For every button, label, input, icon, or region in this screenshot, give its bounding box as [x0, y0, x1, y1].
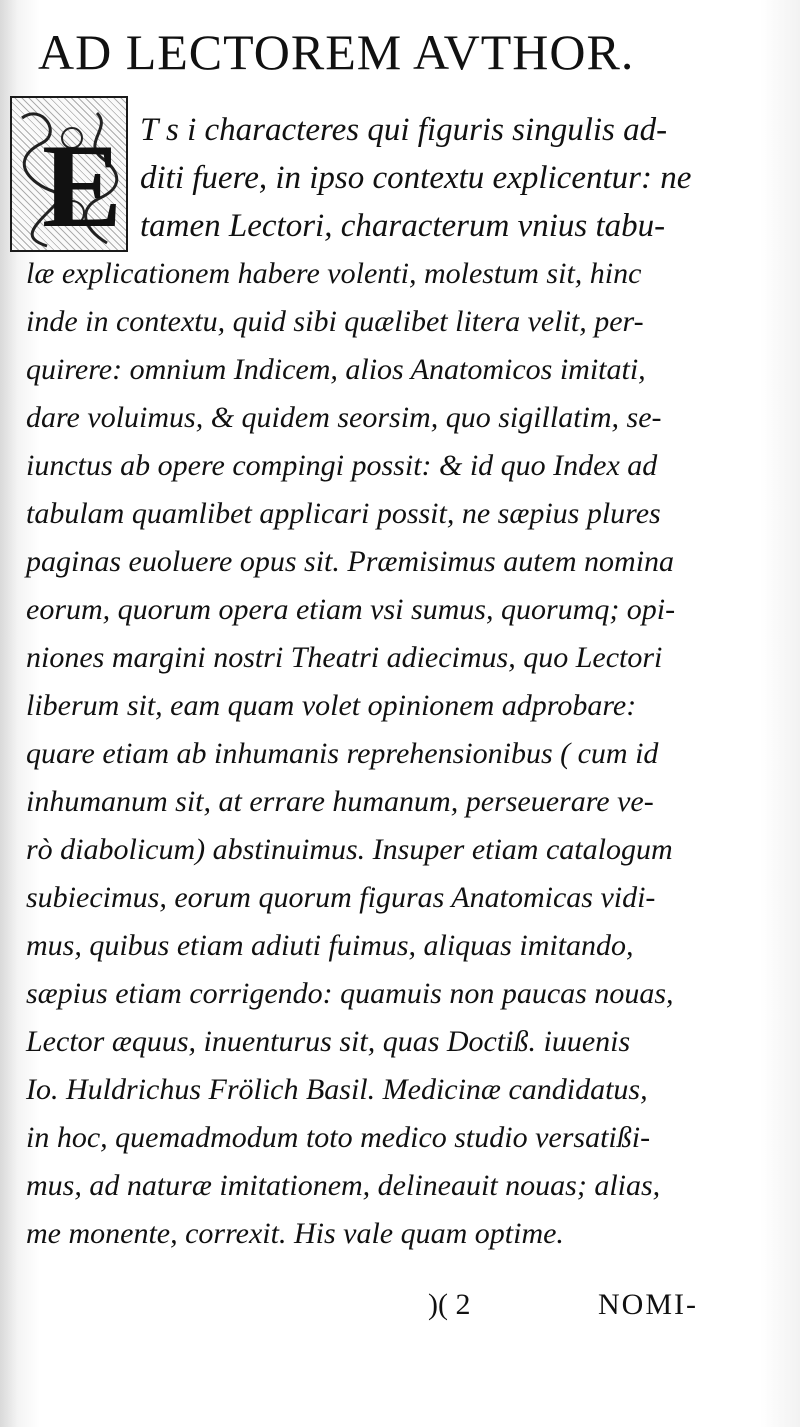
- text-line: subiecimus, eorum quorum figuras Anatomicas vidi-: [26, 881, 656, 914]
- catchword: NOMI-: [598, 1288, 698, 1321]
- text-line: T s i characteres qui figuris singulis ad-: [140, 112, 668, 148]
- text-line: dare voluimus, & quidem seorsim, quo sigillatim, se-: [26, 401, 662, 434]
- text-line: inde in contextu, quid sibi quælibet litera velit, per-: [26, 305, 644, 338]
- ornament-icon: [12, 98, 128, 252]
- text-line: læ explicationem habere volenti, molestum sit, hinc: [26, 257, 642, 290]
- text-line: me monente, correxit. His vale quam optime.: [26, 1217, 564, 1250]
- text-line: mus, ad naturæ imitationem, delineauit nouas; alias,: [26, 1169, 661, 1202]
- text-line: diti fuere, in ipso contextu explicentur: ne: [140, 160, 692, 196]
- text-line: Lector æquus, inuenturus sit, quas Doctiß. iuuenis: [26, 1025, 631, 1058]
- text-line: Io. Huldrichus Frölich Basil. Medicinæ candidatus,: [26, 1073, 648, 1106]
- text-line: tabulam quamlibet applicari possit, ne sæpius plures: [26, 497, 661, 530]
- text-line: liberum sit, eam quam volet opinionem adprobare:: [26, 689, 637, 722]
- text-line: sæpius etiam corrigendo: quamuis non paucas nouas,: [26, 977, 674, 1010]
- text-line: in hoc, quemadmodum toto medico studio versatißi-: [26, 1121, 651, 1154]
- text-line: inhumanum sit, at errare humanum, perseuerare ve-: [26, 785, 654, 818]
- text-line: iunctus ab opere compingi possit: & id quo Index ad: [26, 449, 658, 482]
- text-line: paginas euoluere opus sit. Præmisimus autem nomina: [26, 545, 675, 578]
- text-line: tamen Lectori, characterum vnius tabu-: [140, 208, 666, 244]
- text-line: quare etiam ab inhumanis reprehensionibus ( cum id: [26, 737, 659, 770]
- text-line: mus, quibus etiam adiuti fuimus, aliquas imitando,: [26, 929, 634, 962]
- decorated-initial: [10, 96, 128, 252]
- text-line: niones margini nostri Theatri adiecimus, quo Lectori: [26, 641, 663, 674]
- page-heading: AD LECTOREM AVTHOR.: [38, 24, 635, 80]
- text-line: rò diabolicum) abstinuimus. Insuper etiam catalogum: [26, 833, 673, 866]
- text-line: eorum, quorum opera etiam vsi sumus, quorumq; opi-: [26, 593, 676, 626]
- text-line: quirere: omnium Indicem, alios Anatomicos imitati,: [26, 353, 646, 386]
- signature-mark: )( 2: [428, 1288, 471, 1321]
- initial-letter: E: [42, 119, 123, 252]
